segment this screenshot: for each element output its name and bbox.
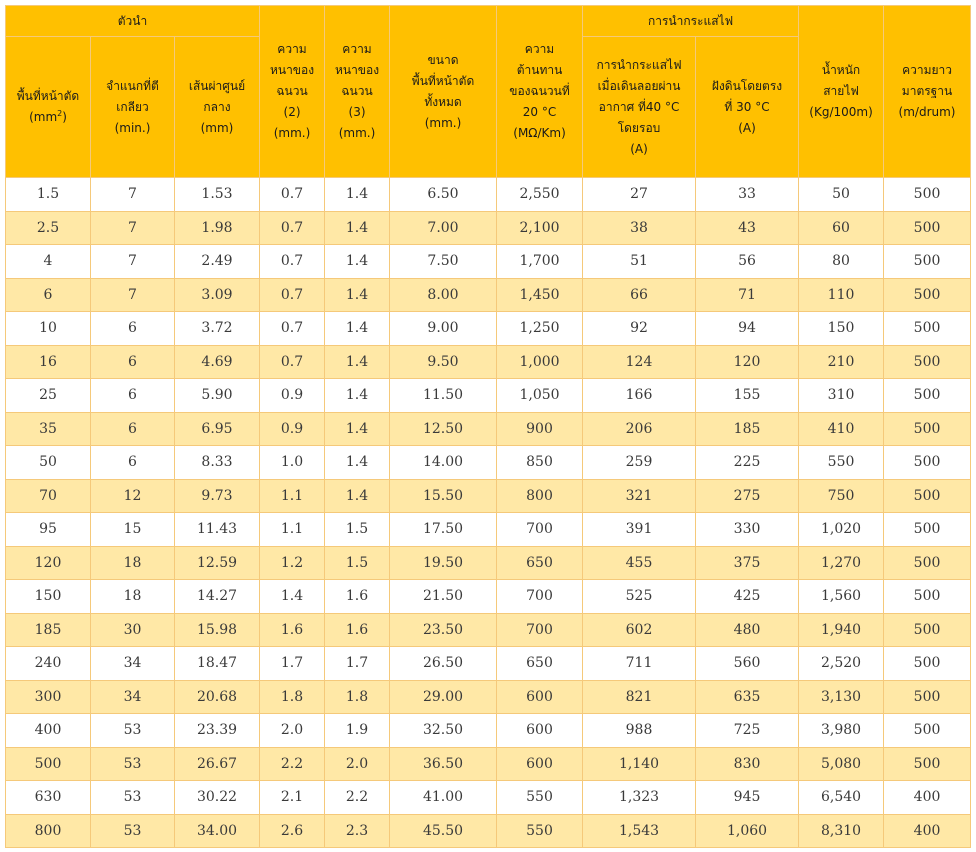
cell-resistance: 600 (497, 680, 583, 714)
cell-strands: 6 (91, 379, 175, 413)
cell-strands: 53 (91, 781, 175, 815)
cell-weight: 6,540 (799, 781, 884, 815)
cell-weight: 5,080 (799, 747, 884, 781)
cell-weight: 1,270 (799, 546, 884, 580)
cell-area: 500 (6, 747, 91, 781)
cell-insulation-2: 2.1 (260, 781, 325, 815)
cell-insulation-2: 1.1 (260, 513, 325, 547)
cell-strands: 7 (91, 178, 175, 212)
cell-insulation-3: 1.4 (325, 211, 390, 245)
cell-diameter: 9.73 (175, 479, 260, 513)
cell-resistance: 650 (497, 546, 583, 580)
cell-strands: 6 (91, 446, 175, 480)
cell-current-ground: 725 (696, 714, 799, 748)
header-current-in-air: การนำกระแสไฟ เมื่อเดินลอยผ่าน อากาศ ที่40 °C โดยรอบ (A) (583, 37, 696, 178)
cell-strands: 53 (91, 814, 175, 848)
cell-insulation-3: 2.3 (325, 814, 390, 848)
cell-current-air: 1,543 (583, 814, 696, 848)
cell-insulation-3: 1.4 (325, 345, 390, 379)
cell-diameter: 18.47 (175, 647, 260, 681)
header-strand-count: จำแนกที่ตี เกลียว (min.) (91, 37, 175, 178)
cell-resistance: 1,250 (497, 312, 583, 346)
cell-current-ground: 425 (696, 580, 799, 614)
cell-insulation-2: 1.7 (260, 647, 325, 681)
cell-insulation-3: 1.4 (325, 278, 390, 312)
cell-area: 2.5 (6, 211, 91, 245)
cell-diameter: 3.09 (175, 278, 260, 312)
cell-insulation-2: 0.7 (260, 211, 325, 245)
cell-weight: 410 (799, 412, 884, 446)
header-group-conductor: ตัวนำ (6, 6, 260, 37)
cell-overall-area: 23.50 (390, 613, 497, 647)
cell-strands: 34 (91, 680, 175, 714)
table-row (6, 747, 971, 781)
cell-current-air: 821 (583, 680, 696, 714)
cell-insulation-2: 0.7 (260, 345, 325, 379)
cell-weight: 80 (799, 245, 884, 279)
table-row (6, 211, 971, 245)
table-row (6, 446, 971, 480)
cell-diameter: 30.22 (175, 781, 260, 815)
cell-length: 500 (884, 747, 971, 781)
cell-area: 95 (6, 513, 91, 547)
cell-diameter: 4.69 (175, 345, 260, 379)
cell-current-air: 602 (583, 613, 696, 647)
cell-strands: 12 (91, 479, 175, 513)
cell-area: 25 (6, 379, 91, 413)
cell-current-ground: 1,060 (696, 814, 799, 848)
cell-length: 500 (884, 211, 971, 245)
cell-insulation-2: 1.4 (260, 580, 325, 614)
cell-strands: 6 (91, 345, 175, 379)
cell-diameter: 2.49 (175, 245, 260, 279)
cell-resistance: 550 (497, 814, 583, 848)
cell-strands: 34 (91, 647, 175, 681)
cell-current-air: 455 (583, 546, 696, 580)
cell-insulation-3: 1.9 (325, 714, 390, 748)
cell-diameter: 6.95 (175, 412, 260, 446)
table-row (6, 647, 971, 681)
table-body (6, 178, 971, 848)
cell-insulation-3: 1.4 (325, 479, 390, 513)
cell-overall-area: 45.50 (390, 814, 497, 848)
cable-spec-table (5, 5, 971, 848)
cell-overall-area: 36.50 (390, 747, 497, 781)
cell-insulation-3: 1.4 (325, 446, 390, 480)
cell-resistance: 1,450 (497, 278, 583, 312)
cell-current-air: 124 (583, 345, 696, 379)
cell-length: 500 (884, 278, 971, 312)
cell-weight: 50 (799, 178, 884, 212)
header-cross-section-area: พื้นที่หน้าตัด $(mm^2)$ (6, 37, 91, 178)
table-row (6, 546, 971, 580)
cell-current-ground: 560 (696, 647, 799, 681)
cell-area: 50 (6, 446, 91, 480)
cell-weight: 3,980 (799, 714, 884, 748)
cell-insulation-3: 2.2 (325, 781, 390, 815)
cell-strands: 15 (91, 513, 175, 547)
cell-weight: 1,940 (799, 613, 884, 647)
cell-current-ground: 480 (696, 613, 799, 647)
cell-strands: 7 (91, 245, 175, 279)
table-row (6, 178, 971, 212)
cell-insulation-3: 1.4 (325, 312, 390, 346)
table-row (6, 613, 971, 647)
cell-resistance: 700 (497, 513, 583, 547)
cell-weight: 1,560 (799, 580, 884, 614)
cell-area: 120 (6, 546, 91, 580)
table-row (6, 278, 971, 312)
cell-current-air: 66 (583, 278, 696, 312)
cell-overall-area: 11.50 (390, 379, 497, 413)
cell-current-air: 166 (583, 379, 696, 413)
cell-current-air: 1,140 (583, 747, 696, 781)
cell-area: 150 (6, 580, 91, 614)
cell-current-air: 38 (583, 211, 696, 245)
cell-insulation-2: 2.6 (260, 814, 325, 848)
cell-insulation-3: 1.5 (325, 513, 390, 547)
cell-insulation-3: 1.7 (325, 647, 390, 681)
cell-length: 500 (884, 714, 971, 748)
header-current-underground: ฝังดินโดยตรง ที่ 30 °C (A) (696, 37, 799, 178)
cell-insulation-2: 1.0 (260, 446, 325, 480)
cell-overall-area: 9.00 (390, 312, 497, 346)
cell-length: 500 (884, 178, 971, 212)
cell-current-ground: 375 (696, 546, 799, 580)
cell-diameter: 1.53 (175, 178, 260, 212)
cell-current-ground: 155 (696, 379, 799, 413)
cell-overall-area: 32.50 (390, 714, 497, 748)
cell-resistance: 700 (497, 613, 583, 647)
header-diameter: เส้นผ่าศูนย์ กลาง (mm) (175, 37, 260, 178)
cell-current-ground: 275 (696, 479, 799, 513)
cell-strands: 18 (91, 580, 175, 614)
table-row (6, 379, 971, 413)
cell-resistance: 2,550 (497, 178, 583, 212)
cell-length: 400 (884, 814, 971, 848)
cell-current-ground: 43 (696, 211, 799, 245)
cell-insulation-3: 1.4 (325, 379, 390, 413)
cell-resistance: 2,100 (497, 211, 583, 245)
cell-current-ground: 330 (696, 513, 799, 547)
cell-diameter: 15.98 (175, 613, 260, 647)
table-header (6, 6, 971, 178)
cell-overall-area: 19.50 (390, 546, 497, 580)
table-row (6, 345, 971, 379)
cell-current-air: 259 (583, 446, 696, 480)
cell-weight: 750 (799, 479, 884, 513)
cell-current-air: 988 (583, 714, 696, 748)
cell-insulation-3: 1.8 (325, 680, 390, 714)
table-row (6, 479, 971, 513)
table-row (6, 814, 971, 848)
cell-diameter: 8.33 (175, 446, 260, 480)
cell-diameter: 14.27 (175, 580, 260, 614)
cell-current-ground: 185 (696, 412, 799, 446)
cell-current-air: 711 (583, 647, 696, 681)
header-insulation-resistance: ความ ต้านทาน ของฉนวนที่ 20 °C (MΩ/Km) (497, 6, 583, 178)
cell-length: 500 (884, 580, 971, 614)
cell-diameter: 5.90 (175, 379, 260, 413)
cell-insulation-3: 1.6 (325, 613, 390, 647)
cell-current-air: 1,323 (583, 781, 696, 815)
cell-resistance: 550 (497, 781, 583, 815)
cell-insulation-3: 1.6 (325, 580, 390, 614)
cell-insulation-2: 2.2 (260, 747, 325, 781)
cell-insulation-3: 1.5 (325, 546, 390, 580)
cell-length: 400 (884, 781, 971, 815)
cell-area: 240 (6, 647, 91, 681)
cell-current-ground: 635 (696, 680, 799, 714)
cell-overall-area: 7.50 (390, 245, 497, 279)
cell-area: 35 (6, 412, 91, 446)
cell-area: 4 (6, 245, 91, 279)
cell-weight: 110 (799, 278, 884, 312)
cell-overall-area: 21.50 (390, 580, 497, 614)
cell-weight: 1,020 (799, 513, 884, 547)
cell-length: 500 (884, 345, 971, 379)
cell-resistance: 650 (497, 647, 583, 681)
cell-overall-area: 7.00 (390, 211, 497, 245)
cell-area: 300 (6, 680, 91, 714)
cell-weight: 8,310 (799, 814, 884, 848)
cell-strands: 18 (91, 546, 175, 580)
header-insulation-2: ความ หนาของ ฉนวน (2) (mm.) (260, 6, 325, 178)
cell-length: 500 (884, 479, 971, 513)
cell-resistance: 1,050 (497, 379, 583, 413)
cell-insulation-3: 2.0 (325, 747, 390, 781)
cell-current-air: 206 (583, 412, 696, 446)
header-weight: น้ำหนัก สายไฟ (Kg/100m) (799, 6, 884, 178)
cell-insulation-2: 1.2 (260, 546, 325, 580)
cell-insulation-2: 0.7 (260, 245, 325, 279)
header-standard-length: ความยาว มาตรฐาน (m/drum) (884, 6, 971, 178)
cell-length: 500 (884, 379, 971, 413)
cell-overall-area: 41.00 (390, 781, 497, 815)
cell-current-air: 525 (583, 580, 696, 614)
table-row (6, 714, 971, 748)
cell-diameter: 26.67 (175, 747, 260, 781)
header-overall-area: ขนาด พื้นที่หน้าตัด ทั้งหมด (mm.) (390, 6, 497, 178)
cell-strands: 53 (91, 747, 175, 781)
cell-area: 400 (6, 714, 91, 748)
table-row (6, 412, 971, 446)
cell-resistance: 850 (497, 446, 583, 480)
cell-current-ground: 56 (696, 245, 799, 279)
cell-weight: 150 (799, 312, 884, 346)
cell-resistance: 600 (497, 714, 583, 748)
cell-insulation-3: 1.4 (325, 412, 390, 446)
cell-diameter: 34.00 (175, 814, 260, 848)
cell-insulation-2: 0.7 (260, 312, 325, 346)
cell-length: 500 (884, 312, 971, 346)
cell-overall-area: 26.50 (390, 647, 497, 681)
cell-insulation-2: 0.7 (260, 178, 325, 212)
table-row (6, 680, 971, 714)
cell-area: 1.5 (6, 178, 91, 212)
cell-strands: 7 (91, 211, 175, 245)
cell-weight: 310 (799, 379, 884, 413)
cell-overall-area: 12.50 (390, 412, 497, 446)
cell-strands: 7 (91, 278, 175, 312)
cell-insulation-2: 0.9 (260, 412, 325, 446)
cell-weight: 550 (799, 446, 884, 480)
cell-current-ground: 945 (696, 781, 799, 815)
cell-strands: 53 (91, 714, 175, 748)
table-row (6, 580, 971, 614)
header-group-current: การนำกระแสไฟ (583, 6, 799, 37)
cell-weight: 3,130 (799, 680, 884, 714)
cell-length: 500 (884, 446, 971, 480)
table-row (6, 312, 971, 346)
cell-weight: 60 (799, 211, 884, 245)
cell-length: 500 (884, 513, 971, 547)
cell-overall-area: 6.50 (390, 178, 497, 212)
cell-current-air: 51 (583, 245, 696, 279)
cell-strands: 6 (91, 412, 175, 446)
cell-strands: 30 (91, 613, 175, 647)
table-row (6, 245, 971, 279)
cell-current-ground: 94 (696, 312, 799, 346)
cell-current-air: 391 (583, 513, 696, 547)
cell-resistance: 1,000 (497, 345, 583, 379)
cell-diameter: 1.98 (175, 211, 260, 245)
cell-overall-area: 9.50 (390, 345, 497, 379)
cell-insulation-2: 1.1 (260, 479, 325, 513)
cell-length: 500 (884, 680, 971, 714)
cell-insulation-2: 1.8 (260, 680, 325, 714)
table-row (6, 513, 971, 547)
cell-insulation-2: 0.7 (260, 278, 325, 312)
cell-current-ground: 120 (696, 345, 799, 379)
cell-overall-area: 8.00 (390, 278, 497, 312)
cell-length: 500 (884, 245, 971, 279)
cell-current-air: 92 (583, 312, 696, 346)
cell-length: 500 (884, 546, 971, 580)
cell-length: 500 (884, 647, 971, 681)
cell-current-ground: 71 (696, 278, 799, 312)
cell-overall-area: 29.00 (390, 680, 497, 714)
cell-weight: 2,520 (799, 647, 884, 681)
cell-insulation-2: 1.6 (260, 613, 325, 647)
cell-area: 185 (6, 613, 91, 647)
cell-insulation-3: 1.4 (325, 178, 390, 212)
cell-diameter: 3.72 (175, 312, 260, 346)
cell-weight: 210 (799, 345, 884, 379)
cell-area: 800 (6, 814, 91, 848)
cell-area: 70 (6, 479, 91, 513)
cell-diameter: 11.43 (175, 513, 260, 547)
cell-length: 500 (884, 412, 971, 446)
cell-current-ground: 830 (696, 747, 799, 781)
cell-resistance: 900 (497, 412, 583, 446)
cell-insulation-2: 0.9 (260, 379, 325, 413)
cell-current-air: 321 (583, 479, 696, 513)
cell-insulation-3: 1.4 (325, 245, 390, 279)
cell-length: 500 (884, 613, 971, 647)
cell-current-ground: 225 (696, 446, 799, 480)
cell-area: 10 (6, 312, 91, 346)
cell-overall-area: 15.50 (390, 479, 497, 513)
cell-overall-area: 17.50 (390, 513, 497, 547)
cell-resistance: 800 (497, 479, 583, 513)
cell-diameter: 23.39 (175, 714, 260, 748)
cell-resistance: 700 (497, 580, 583, 614)
cell-diameter: 20.68 (175, 680, 260, 714)
cell-overall-area: 14.00 (390, 446, 497, 480)
cell-current-air: 27 (583, 178, 696, 212)
header-insulation-3: ความ หนาของ ฉนวน (3) (mm.) (325, 6, 390, 178)
cell-resistance: 1,700 (497, 245, 583, 279)
cell-insulation-2: 2.0 (260, 714, 325, 748)
cell-diameter: 12.59 (175, 546, 260, 580)
cell-area: 630 (6, 781, 91, 815)
cell-area: 16 (6, 345, 91, 379)
cell-current-ground: 33 (696, 178, 799, 212)
table-row (6, 781, 971, 815)
cell-area: 6 (6, 278, 91, 312)
cell-resistance: 600 (497, 747, 583, 781)
cell-strands: 6 (91, 312, 175, 346)
